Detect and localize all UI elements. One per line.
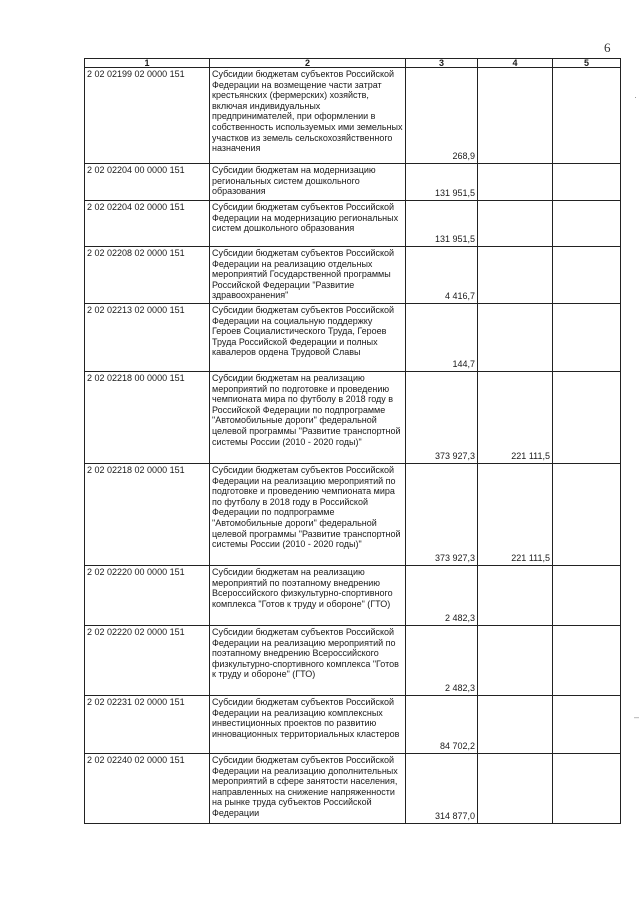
amount-col3-cell: 131 951,5 [406, 201, 478, 247]
budget-table [84, 58, 621, 824]
amount-col3-cell: 131 951,5 [406, 164, 478, 201]
budget-code-cell: 2 02 02231 02 0000 151 [85, 696, 210, 754]
budget-code-cell: 2 02 02204 02 0000 151 [85, 201, 210, 247]
description-cell: Субсидии бюджетам субъектов Российской Федерации на реализацию дополнительных мероприятий в сфере занятости населения, направленных на снижение напряженности на рынке труда субъектов Российской Федерации [210, 754, 406, 824]
amount-col5-cell [553, 247, 621, 304]
amount-col3-cell: 144,7 [406, 304, 478, 372]
table-row [85, 566, 621, 626]
amount-col4-cell [478, 566, 553, 626]
amount-col4-cell [478, 304, 553, 372]
description-cell: Субсидии бюджетам субъектов Российской Федерации на возмещение части затрат крестьянских (фермерских) хозяйств, включая индивидуальных предпринимателей, при оформлении в собственность используемых ими земельных участков из земель сельскохозяйственного назначения [210, 68, 406, 164]
table-row [85, 247, 621, 304]
budget-code-cell: 2 02 02208 02 0000 151 [85, 247, 210, 304]
description-cell: Субсидии бюджетам субъектов Российской Федерации на модернизацию региональных систем дошкольного образования [210, 201, 406, 247]
description-cell: Субсидии бюджетам субъектов Российской Федерации на реализацию мероприятий по поэтапному внедрению Всероссийского физкультурно-спортивного комплекса "Готов к труду и обороне" (ГТО) [210, 626, 406, 696]
description-cell: Субсидии бюджетам субъектов Российской Федерации на реализацию комплексных инвестиционных проектов по развитию инновационных территориальных кластеров [210, 696, 406, 754]
scan-mark: – [634, 712, 640, 722]
amount-col5-cell [553, 566, 621, 626]
budget-code-cell: 2 02 02199 02 0000 151 [85, 68, 210, 164]
table-row [85, 201, 621, 247]
budget-code-cell: 2 02 02240 02 0000 151 [85, 754, 210, 824]
amount-col5-cell [553, 372, 621, 464]
amount-col5-cell [553, 696, 621, 754]
amount-col4-cell [478, 201, 553, 247]
table-row [85, 696, 621, 754]
description-cell: Субсидии бюджетам на модернизацию региональных систем дошкольного образования [210, 164, 406, 201]
budget-code-cell: 2 02 02218 00 0000 151 [85, 372, 210, 464]
table-row [85, 68, 621, 164]
column-header-4: 4 [478, 59, 553, 68]
amount-col3-cell: 2 482,3 [406, 626, 478, 696]
table-row [85, 464, 621, 566]
amount-col5-cell [553, 304, 621, 372]
description-cell: Субсидии бюджетам субъектов Российской Федерации на социальную поддержку Героев Социалистического Труда, Героев Труда Российской Федерации и полных кавалеров ордена Трудовой Славы [210, 304, 406, 372]
table-row [85, 626, 621, 696]
amount-col4-cell [478, 696, 553, 754]
amount-col4-cell [478, 754, 553, 824]
amount-col5-cell [553, 68, 621, 164]
table-body [85, 68, 621, 824]
description-cell: Субсидии бюджетам субъектов Российской Федерации на реализацию мероприятий по подготовке и проведению чемпионата мира по футболу в 2018 году в Российской Федерации по подпрограмме "Автомобильные дороги" федеральной целевой программы "Развитие транспортной системы России (2010 - 2020 годы)" [210, 464, 406, 566]
table-row [85, 754, 621, 824]
budget-code-cell: 2 02 02220 00 0000 151 [85, 566, 210, 626]
budget-code-cell: 2 02 02218 02 0000 151 [85, 464, 210, 566]
scan-mark: · [634, 92, 637, 102]
description-cell: Субсидии бюджетам субъектов Российской Федерации на реализацию отдельных мероприятий Государственной программы Российской Федерации "Развитие здравоохранения" [210, 247, 406, 304]
description-cell: Субсидии бюджетам на реализацию мероприятий по подготовке и проведению чемпионата мира по футболу в 2018 году в Российской Федерации по подпрограмме "Автомобильные дороги" федеральной целевой программы "Развитие транспортной системы России (2010 - 2020 годы)" [210, 372, 406, 464]
amount-col5-cell [553, 754, 621, 824]
budget-code-cell: 2 02 02220 02 0000 151 [85, 626, 210, 696]
column-header-5: 5 [553, 59, 621, 68]
amount-col3-cell: 84 702,2 [406, 696, 478, 754]
amount-col4-cell [478, 68, 553, 164]
budget-code-cell: 2 02 02213 02 0000 151 [85, 304, 210, 372]
table-row [85, 372, 621, 464]
amount-col3-cell: 314 877,0 [406, 754, 478, 824]
amount-col3-cell: 373 927,3 [406, 372, 478, 464]
amount-col5-cell [553, 201, 621, 247]
amount-col5-cell [553, 626, 621, 696]
table-row [85, 304, 621, 372]
table-row [85, 164, 621, 201]
amount-col4-cell: 221 111,5 [478, 464, 553, 566]
table-header-row [85, 59, 621, 68]
column-header-3: 3 [406, 59, 478, 68]
budget-code-cell: 2 02 02204 00 0000 151 [85, 164, 210, 201]
amount-col4-cell: 221 111,5 [478, 372, 553, 464]
amount-col4-cell [478, 626, 553, 696]
page-number: 6 [604, 40, 611, 55]
amount-col3-cell: 2 482,3 [406, 566, 478, 626]
amount-col5-cell [553, 164, 621, 201]
amount-col4-cell [478, 247, 553, 304]
column-header-1: 1 [85, 59, 210, 68]
amount-col3-cell: 4 416,7 [406, 247, 478, 304]
amount-col4-cell [478, 164, 553, 201]
amount-col3-cell: 268,9 [406, 68, 478, 164]
amount-col5-cell [553, 464, 621, 566]
amount-col3-cell: 373 927,3 [406, 464, 478, 566]
description-cell: Субсидии бюджетам на реализацию мероприятий по поэтапному внедрению Всероссийского физкультурно-спортивного комплекса "Готов к труду и обороне" (ГТО) [210, 566, 406, 626]
column-header-2: 2 [210, 59, 406, 68]
